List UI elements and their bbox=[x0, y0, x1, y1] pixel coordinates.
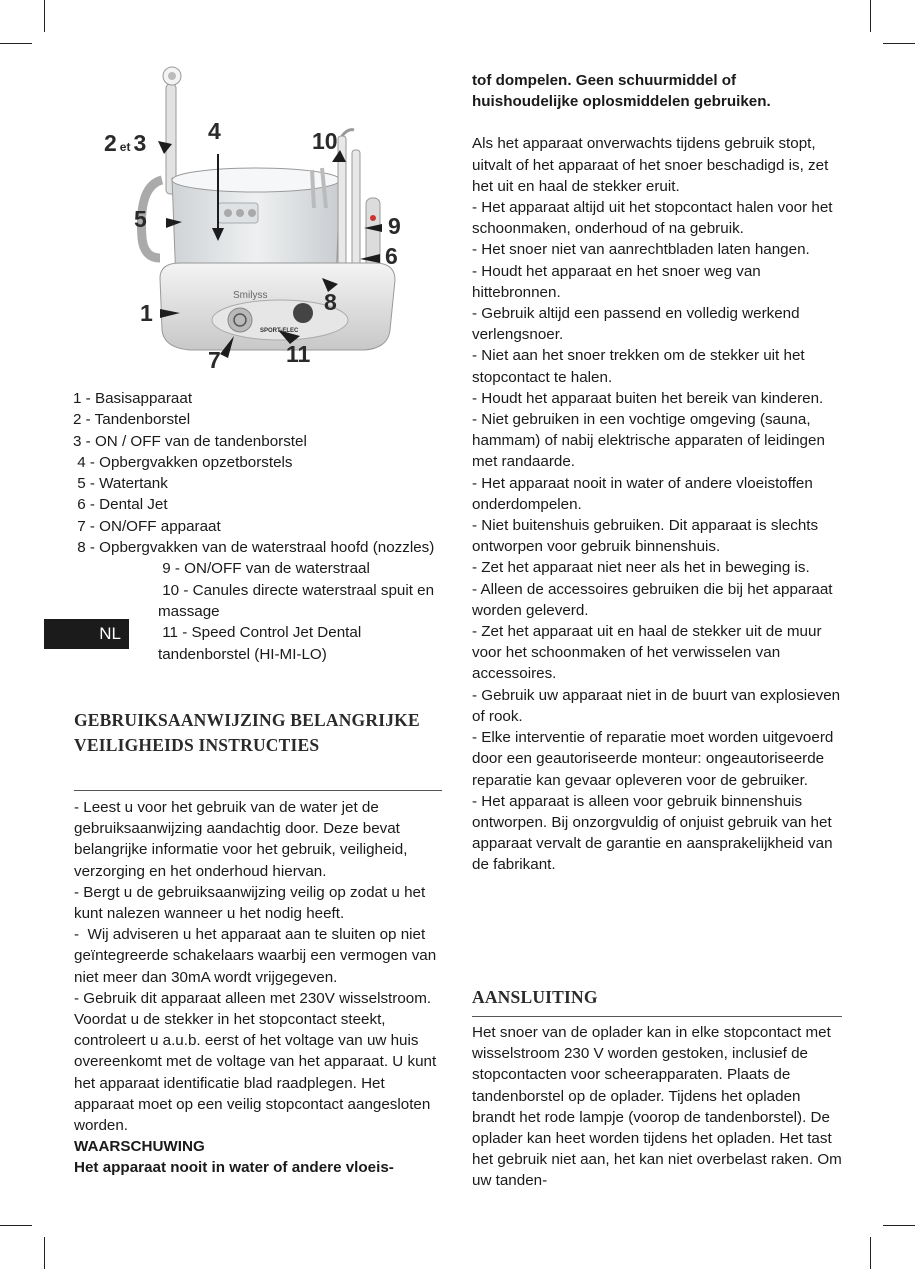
crop-mark bbox=[0, 43, 32, 44]
callout-6: 6 bbox=[385, 243, 398, 269]
warning-continued: tof dompelen. Geen schuurmiddel of huishoudelijke oplosmiddelen gebruiken. bbox=[472, 72, 771, 111]
crop-mark bbox=[883, 1225, 915, 1226]
warning-title: WAARSCHUWING bbox=[74, 1138, 205, 1156]
paragraph: - Niet gebruiken in een vochtige omgeving (sauna, hammam) of nabij elektrische apparaten of leidingen met randaarde. bbox=[472, 411, 825, 471]
paragraph: Het snoer van de oplader kan in elke stopcontact met wisselstroom 230 V worden gestoken, inclusief de stopcontacten voor scheerapparaten. Plaats de tandenborstel op de oplader. Tijdens het opladen brandt het rode lampje (voorop de tandenborstel). De oplader kan heet worden tijdens het opladen. Het tast het gebruik niet aan, het kan niet overbelast raken. Om uw tanden- bbox=[472, 1024, 842, 1190]
warning-text: Het apparaat nooit in water of andere vloeis- bbox=[74, 1159, 394, 1177]
brand-label: Smilyss bbox=[233, 290, 268, 301]
paragraph: Als het apparaat onverwachts tijdens gebruik stopt, uitvalt of het apparaat of het snoer beschadigd is, zet het uit en haal de stekker eruit. bbox=[472, 135, 829, 195]
safety-instructions-right bbox=[472, 70, 844, 876]
crop-mark bbox=[44, 0, 45, 32]
paragraph: - Zet het apparaat uit en haal de stekker uit de muur voor het schoonmaken of het verwisselen van accessoires. bbox=[472, 623, 822, 683]
paragraph: - Alleen de accessoires gebruiken die bij het apparaat worden geleverd. bbox=[472, 580, 833, 619]
paragraph: - Het apparaat is alleen voor gebruik binnenshuis ontworpen. Bij onzorgvuldig of onjuist gebruik van het apparaat vervalt de garantie en aansprakelijkheid van de fabrikant. bbox=[472, 792, 833, 874]
paragraph: - Wij adviseren u het apparaat aan te sluiten op niet geïntegreerde schakelaars waarbij een vermogen van niet meer dan 30mA wordt vrijgegeven. bbox=[74, 926, 441, 986]
callout-3: 3 bbox=[133, 130, 147, 156]
crop-mark bbox=[883, 43, 915, 44]
part-item: 9 - ON/OFF van de waterstraal bbox=[158, 560, 370, 578]
part-item: 6 - Dental Jet bbox=[73, 496, 168, 514]
part-item: 1 - Basisapparaat bbox=[73, 390, 193, 407]
paragraph: - Niet buitenshuis gebruiken. Dit apparaat is slechts ontworpen voor gebruik binnenshuis. bbox=[472, 517, 819, 556]
paragraph: - Leest u voor het gebruik van de water jet de gebruiksaanwijzing aandachtig door. Deze bevat belangrijke informatie voor het gebruik, veiligheid, verzorging en het onderhoud hiervan. bbox=[74, 799, 408, 880]
section-heading-connection: AANSLUITING bbox=[472, 987, 598, 1007]
part-item: 7 - ON/OFF apparaat bbox=[73, 517, 221, 535]
part-item: 3 - ON / OFF van de tandenborstel bbox=[73, 432, 307, 450]
paragraph: - Het apparaat nooit in water of andere vloeistoffen onderdompelen. bbox=[472, 474, 813, 513]
crop-mark bbox=[44, 1237, 45, 1269]
part-item: 4 - Opbergvakken opzetborstels bbox=[73, 453, 293, 471]
crop-mark bbox=[0, 1225, 32, 1226]
callout-2: 2 bbox=[104, 130, 117, 156]
section-heading-safety: GEBRUIKSAANWIJZING BELANGRIJKE VEILIGHEIDS INSTRUCTIES bbox=[74, 710, 420, 755]
paragraph: - Het snoer niet van aanrechtbladen laten hangen. bbox=[472, 241, 810, 259]
heading-rule bbox=[472, 1016, 842, 1017]
device-illustration bbox=[90, 58, 440, 380]
callout-7: 7 bbox=[208, 347, 221, 373]
callout-10: 10 bbox=[312, 128, 338, 154]
heading-rule bbox=[74, 790, 442, 791]
connection-text bbox=[472, 1022, 844, 1192]
crop-mark bbox=[870, 0, 871, 32]
callout-5: 5 bbox=[134, 206, 147, 232]
callout-8: 8 bbox=[324, 289, 337, 315]
part-item: 5 - Watertank bbox=[73, 475, 168, 493]
part-item: 8 - Opbergvakken van de waterstraal hoofd (nozzles) bbox=[73, 539, 435, 557]
paragraph: - Houdt het apparaat en het snoer weg van hittebronnen. bbox=[472, 262, 761, 301]
paragraph: - Zet het apparaat niet neer als het in beweging is. bbox=[472, 559, 810, 577]
paragraph: - Niet aan het snoer trekken om de stekker uit het stopcontact te halen. bbox=[472, 347, 805, 386]
part-item: 10 - Canules directe waterstraal spuit en massage bbox=[158, 581, 439, 620]
part-item: 2 - Tandenborstel bbox=[73, 411, 191, 429]
paragraph: - Bergt u de gebruiksaanwijzing veilig op zodat u het kunt nalezen wanneer u het nodig heeft. bbox=[74, 883, 426, 923]
paragraph: - Elke interventie of reparatie moet worden uitgevoerd door een geautoriseerde monteur: ongeautoriseerde reparatie kan gevaar opleveren voor de gebruiker. bbox=[472, 729, 834, 789]
paragraph: - Gebruik dit apparaat alleen met 230V wisselstroom. Voordat u de stekker in het stopcontact steekt, controleert u a.u.b. eerst of het voltage van uw huis overeenkomt met de voltage van het apparaat. U kunt het apparaat identificatie blad raadplegen. Het apparaat moet op een veilig stopcontact aangesloten worden. bbox=[74, 989, 437, 1135]
crop-mark bbox=[870, 1237, 871, 1269]
callout-2-et-3 bbox=[104, 132, 146, 155]
callout-9: 9 bbox=[388, 213, 401, 239]
paragraph: - Het apparaat altijd uit het stopcontact halen voor het schoonmaken, onderhoud of na gebruik. bbox=[472, 199, 833, 238]
callout-1: 1 bbox=[140, 300, 153, 326]
callout-et: et bbox=[119, 140, 131, 154]
badge-label: SPORT-ELEC bbox=[260, 328, 299, 334]
language-tab: NL bbox=[44, 619, 129, 649]
paragraph: - Gebruik altijd een passend en volledig werkend verlengsnoer. bbox=[472, 305, 800, 344]
part-item: 11 - Speed Control Jet Dental tandenborstel (HI-MI-LO) bbox=[158, 624, 366, 663]
paragraph: - Gebruik uw apparaat niet in de buurt van explosieven of rook. bbox=[472, 686, 841, 725]
callout-11: 11 bbox=[286, 341, 311, 367]
safety-instructions-left bbox=[74, 797, 446, 1179]
spacer bbox=[472, 112, 844, 133]
callout-4: 4 bbox=[208, 118, 221, 144]
paragraph: - Houdt het apparaat buiten het bereik van kinderen. bbox=[472, 389, 824, 407]
